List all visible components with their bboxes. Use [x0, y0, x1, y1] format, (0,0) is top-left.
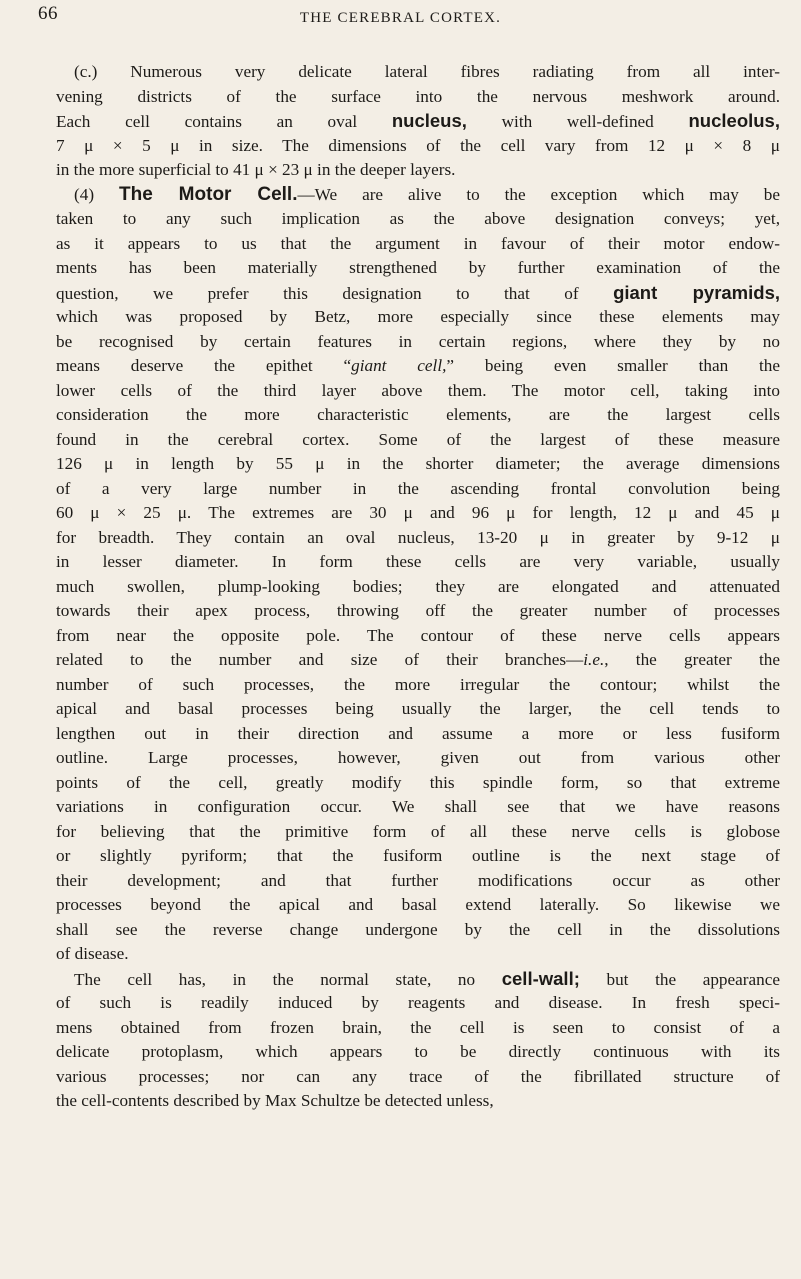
text-run: (c.) Numerous very delicate lateral fibres radiating from all inter- [74, 62, 780, 81]
text-line [56, 183, 780, 208]
text-line [56, 967, 780, 992]
text-line [56, 869, 780, 894]
text-line [56, 85, 780, 110]
section-heading: The Motor Cell. [118, 183, 298, 205]
text-line [56, 550, 780, 575]
text-run: processes beyond the apical and basal extend laterally. So likewise we [56, 895, 780, 914]
text-line [56, 722, 780, 747]
text-line [56, 403, 780, 428]
text-run: but the appearance [579, 969, 780, 989]
text-line [56, 379, 780, 404]
text-run: —We are alive to the exception which may be [297, 184, 780, 204]
body-text [56, 60, 780, 1114]
text-line [56, 232, 780, 257]
text-run: lower cells of the third layer above them. The motor cell, taking into [56, 380, 780, 400]
text-run: variations in configuration occur. We shall see that we have reasons [56, 797, 780, 816]
text-run: for breadth. They contain an oval nucleus, 13-20 μ in greater by 9-12 μ [56, 527, 780, 547]
text-line [56, 477, 780, 502]
text-run: the cell-contents described by Max Schultze be detected unless, [56, 1091, 494, 1110]
text-line [56, 991, 780, 1016]
bold-term: cell-wall; [501, 967, 580, 989]
text-run: from near the opposite pole. The contour of these nerve cells appears [56, 625, 780, 645]
text-run: lengthen out in their direction and assume a more or less fusiform [56, 723, 780, 743]
text-line [56, 942, 780, 967]
text-line [56, 452, 780, 477]
text-run: be recognised by certain features in certain regions, where they by no [56, 331, 780, 351]
text-run: towards their apex process, throwing off the greater number of processes [56, 601, 780, 620]
text-line [56, 1089, 780, 1114]
text-run: related to the number and size of their branches— [56, 650, 584, 669]
text-run: of disease. [56, 944, 129, 963]
text-run: The cell has, in the normal state, no [74, 969, 502, 989]
text-line [56, 599, 780, 624]
italic-term: i.e. [583, 650, 605, 669]
text-line [56, 1016, 780, 1041]
text-run: as it appears to us that the argument in favour of their motor endow- [56, 233, 780, 253]
text-run: delicate protoplasm, which appears to be directly continuous with its [56, 1042, 780, 1061]
text-line [56, 207, 780, 232]
text-run: apical and basal processes being usually the larger, the cell tends to [56, 699, 780, 718]
text-run: number of such processes, the more irregular the contour; whilst the [56, 674, 780, 694]
text-run: 126 μ in length by 55 μ in the shorter diameter; the average dimensions [56, 454, 780, 473]
running-head-title: THE CEREBRAL CORTEX. [299, 10, 502, 26]
text-line [56, 526, 780, 551]
text-line [56, 575, 780, 600]
text-run: taken to any such implication as the above designation conveys; yet, [56, 209, 780, 228]
text-run: in lesser diameter. In form these cells are very variable, usually [56, 552, 780, 571]
text-run: consideration the more characteristic elements, are the largest cells [56, 405, 780, 424]
text-run: (4) [74, 184, 119, 204]
text-line [56, 844, 780, 869]
text-line [56, 1065, 780, 1090]
text-line [56, 330, 780, 355]
text-run: ” being even smaller than the [446, 356, 781, 375]
text-line [56, 624, 780, 649]
text-line [56, 60, 780, 85]
text-run: in the more superficial to 41 μ × 23 μ in the deeper layers. [56, 160, 456, 179]
text-line [56, 1040, 780, 1065]
text-run: found in the cerebral cortex. Some of the largest of these measure [56, 429, 780, 449]
text-line [56, 893, 780, 918]
text-run: means deserve the epithet “ [56, 356, 352, 375]
text-line [56, 771, 780, 796]
text-run: which was proposed by Betz, more especially since these elements may [56, 307, 780, 326]
text-run: vening districts of the surface into the nervous meshwork around. [56, 86, 780, 106]
text-line [56, 281, 780, 306]
text-line [56, 305, 780, 330]
text-run: much swollen, plump-looking bodies; they are elongated and attenuated [56, 576, 780, 596]
bold-term: nucleolus, [688, 110, 780, 131]
bold-term: nucleus, [391, 110, 467, 131]
page-number: 66 [38, 3, 58, 24]
text-run: 7 μ × 5 μ in size. The dimensions of the cell vary from 12 μ × 8 μ [56, 135, 780, 155]
text-run: question, we prefer this designation to that of [56, 283, 614, 303]
text-line [56, 158, 780, 183]
text-run: of such is readily induced by reagents and disease. In fresh speci- [56, 993, 780, 1012]
text-run: various processes; nor can any trace of the fibrillated structure of [56, 1066, 780, 1086]
text-run: Each cell contains an oval [56, 112, 392, 131]
text-line [56, 795, 780, 820]
text-run: mens obtained from frozen brain, the cell is seen to consist of a [56, 1017, 780, 1037]
text-run: their development; and that further modifications occur as other [56, 870, 780, 890]
text-line [56, 134, 780, 159]
text-line [56, 109, 780, 134]
text-line [56, 820, 780, 845]
text-run: 60 μ × 25 μ. The extremes are 30 μ and 96 μ for length, 12 μ and 45 μ [56, 503, 780, 522]
text-line [56, 501, 780, 526]
text-run: of a very large number in the ascending frontal convolution being [56, 478, 780, 498]
text-run: with well-defined [466, 112, 689, 131]
text-line [56, 648, 780, 673]
text-line [56, 673, 780, 698]
text-run: points of the cell, greatly modify this spindle form, so that extreme [56, 772, 780, 792]
italic-term: giant cell, [351, 356, 447, 375]
text-line [56, 918, 780, 943]
text-run: ments has been materially strengthened by further examination of the [56, 258, 780, 277]
text-run: , the greater the [604, 650, 780, 669]
text-line [56, 428, 780, 453]
text-run: for believing that the primitive form of all these nerve cells is globose [56, 821, 780, 841]
bold-term: giant pyramids, [613, 281, 780, 303]
text-line [56, 697, 780, 722]
text-run: outline. Large processes, however, given out from various other [56, 748, 780, 767]
text-line [56, 354, 780, 379]
text-run: shall see the reverse change undergone by the cell in the dissolutions [56, 919, 780, 939]
text-run: or slightly pyriform; that the fusiform outline is the next stage of [56, 846, 780, 865]
text-line [56, 256, 780, 281]
text-line [56, 746, 780, 771]
